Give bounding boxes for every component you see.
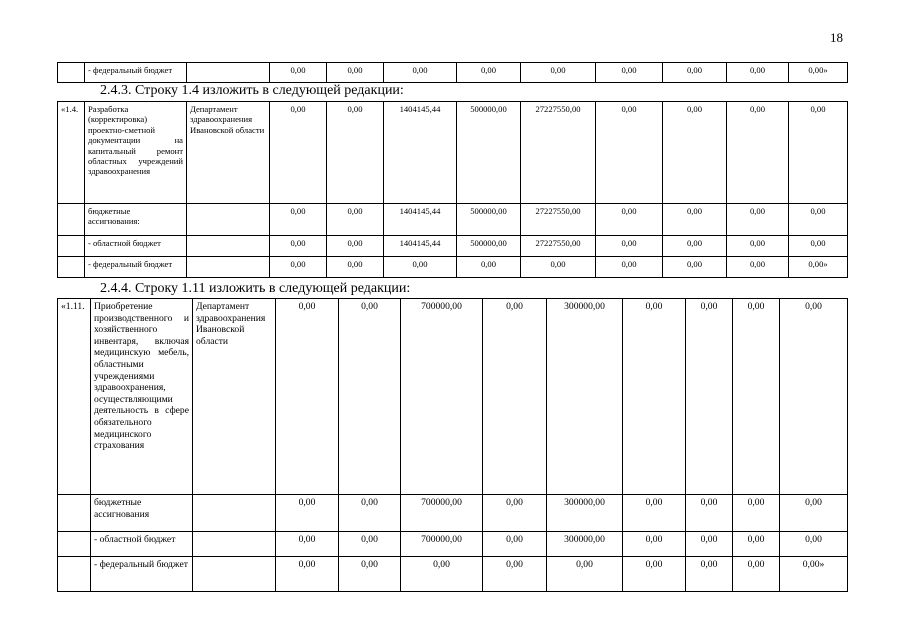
cell-value: 0,00 — [780, 532, 848, 557]
cell-value: 0,00 — [663, 102, 727, 204]
cell-value: 0,00 — [596, 204, 663, 236]
cell-value: 0,00 — [727, 204, 789, 236]
page-number: 18 — [830, 30, 843, 45]
cell-number: «1.11. — [58, 299, 91, 495]
table-row-1-11 — [57, 298, 848, 592]
cell-value: 0,00 — [339, 495, 401, 532]
cell-name: - федеральный бюджет — [85, 63, 187, 83]
table-row — [58, 102, 848, 204]
cell-number — [58, 532, 91, 557]
cell-value: 27227550,00 — [521, 102, 596, 204]
table-row — [58, 557, 848, 592]
cell-value: 0,00 — [276, 495, 339, 532]
cell-value: 0,00 — [596, 257, 663, 278]
cell-value: 0,00 — [596, 63, 663, 83]
cell-value: 300000,00 — [547, 495, 623, 532]
cell-value: 0,00 — [686, 299, 733, 495]
cell-value: 0,00 — [327, 63, 384, 83]
cell-executor — [193, 495, 276, 532]
cell-value: 0,00 — [401, 557, 483, 592]
cell-name: бюджетные ассигнования — [91, 495, 193, 532]
cell-name: - областной бюджет — [85, 236, 187, 257]
cell-value: 0,00 — [686, 557, 733, 592]
cell-name: бюджетные ассигнования: — [85, 204, 187, 236]
cell-value: 0,00 — [780, 495, 848, 532]
cell-value: 0,00 — [276, 532, 339, 557]
cell-name: Приобретение производственного и хозяйственного инвентаря, включая медицинскую мебель, областными учреждениями здравоохранения, осуществляющими деятельность в сфере обязательного медицинского страхования — [91, 299, 193, 495]
cell-value: 0,00 — [733, 532, 780, 557]
cell-value: 1404145,44 — [384, 236, 457, 257]
cell-value: 0,00 — [623, 495, 686, 532]
cell-value: 0,00 — [733, 495, 780, 532]
cell-value: 0,00» — [789, 257, 848, 278]
cell-value: 0,00 — [623, 532, 686, 557]
section-heading-2-4-3: 2.4.3. Строку 1.4 изложить в следующей редакции: — [100, 83, 404, 98]
cell-name: - федеральный бюджет — [91, 557, 193, 592]
cell-value: 0,00 — [483, 532, 547, 557]
cell-value: 0,00 — [727, 236, 789, 257]
cell-executor — [187, 204, 270, 236]
cell-value: 0,00 — [457, 257, 521, 278]
table-row — [58, 532, 848, 557]
cell-value: 0,00 — [327, 102, 384, 204]
table-row-1-4 — [57, 101, 848, 278]
cell-value: 27227550,00 — [521, 236, 596, 257]
cell-value: 0,00 — [270, 257, 327, 278]
cell-value: 0,00 — [270, 102, 327, 204]
cell-executor — [187, 63, 270, 83]
cell-number: «1.4. — [58, 102, 85, 204]
cell-value: 0,00 — [270, 204, 327, 236]
cell-value: 500000,00 — [457, 236, 521, 257]
table-row — [58, 236, 848, 257]
section-heading-2-4-4: 2.4.4. Строку 1.11 изложить в следующей редакции: — [100, 281, 411, 296]
cell-value: 0,00 — [733, 299, 780, 495]
cell-value: 700000,00 — [401, 495, 483, 532]
cell-value: 0,00 — [339, 532, 401, 557]
cell-value: 0,00 — [733, 557, 780, 592]
cell-value: 0,00 — [547, 557, 623, 592]
cell-value: 0,00 — [789, 102, 848, 204]
cell-value: 0,00 — [596, 102, 663, 204]
cell-value: 0,00 — [789, 204, 848, 236]
cell-value: 0,00 — [596, 236, 663, 257]
cell-number — [58, 495, 91, 532]
cell-executor: Департамент здравоохранения Ивановской области — [187, 102, 270, 204]
cell-value: 0,00» — [780, 557, 848, 592]
cell-value: 0,00 — [663, 236, 727, 257]
cell-value: 0,00 — [327, 236, 384, 257]
cell-value: 300000,00 — [547, 532, 623, 557]
cell-value: 0,00 — [339, 299, 401, 495]
cell-number — [58, 204, 85, 236]
cell-value: 0,00 — [623, 299, 686, 495]
table-row — [58, 299, 848, 495]
cell-value: 700000,00 — [401, 532, 483, 557]
cell-value: 0,00 — [483, 495, 547, 532]
cell-executor: Департамент здравоохранения Ивановской области — [193, 299, 276, 495]
table-row — [58, 257, 848, 278]
cell-value: 27227550,00 — [521, 204, 596, 236]
cell-executor — [193, 532, 276, 557]
cell-value: 0,00 — [663, 257, 727, 278]
table-top — [57, 62, 848, 83]
cell-value: 0,00 — [663, 63, 727, 83]
cell-value: 0,00 — [727, 63, 789, 83]
cell-name: - федеральный бюджет — [85, 257, 187, 278]
cell-value: 300000,00 — [547, 299, 623, 495]
table-row — [58, 204, 848, 236]
table-row — [58, 63, 848, 83]
cell-value: 0,00 — [327, 257, 384, 278]
cell-value: 0,00 — [339, 557, 401, 592]
cell-value: 0,00 — [483, 557, 547, 592]
cell-executor — [187, 236, 270, 257]
cell-name: - областной бюджет — [91, 532, 193, 557]
cell-value: 700000,00 — [401, 299, 483, 495]
cell-value: 0,00 — [384, 63, 457, 83]
cell-value: 0,00 — [270, 236, 327, 257]
cell-name: Разработка (корректировка) проектно-сметной документации на капитальный ремонт областных учреждений здравоохранения — [85, 102, 187, 204]
table-row — [58, 495, 848, 532]
cell-value: 0,00 — [521, 257, 596, 278]
cell-value: 0,00» — [789, 63, 848, 83]
cell-number — [58, 257, 85, 278]
cell-value: 0,00 — [686, 532, 733, 557]
cell-value: 0,00 — [789, 236, 848, 257]
cell-value: 0,00 — [686, 495, 733, 532]
cell-value: 0,00 — [384, 257, 457, 278]
cell-number — [58, 557, 91, 592]
cell-value: 0,00 — [521, 63, 596, 83]
cell-number — [58, 236, 85, 257]
cell-value: 500000,00 — [457, 102, 521, 204]
cell-value: 0,00 — [727, 102, 789, 204]
cell-executor — [193, 557, 276, 592]
cell-value: 1404145,44 — [384, 204, 457, 236]
cell-value: 0,00 — [276, 557, 339, 592]
cell-number — [58, 63, 85, 83]
cell-value: 0,00 — [623, 557, 686, 592]
cell-value: 0,00 — [276, 299, 339, 495]
cell-value: 0,00 — [270, 63, 327, 83]
cell-value: 0,00 — [483, 299, 547, 495]
cell-value: 500000,00 — [457, 204, 521, 236]
cell-value: 0,00 — [457, 63, 521, 83]
cell-value: 0,00 — [727, 257, 789, 278]
cell-executor — [187, 257, 270, 278]
cell-value: 0,00 — [663, 204, 727, 236]
cell-value: 0,00 — [327, 204, 384, 236]
cell-value: 1404145,44 — [384, 102, 457, 204]
cell-value: 0,00 — [780, 299, 848, 495]
